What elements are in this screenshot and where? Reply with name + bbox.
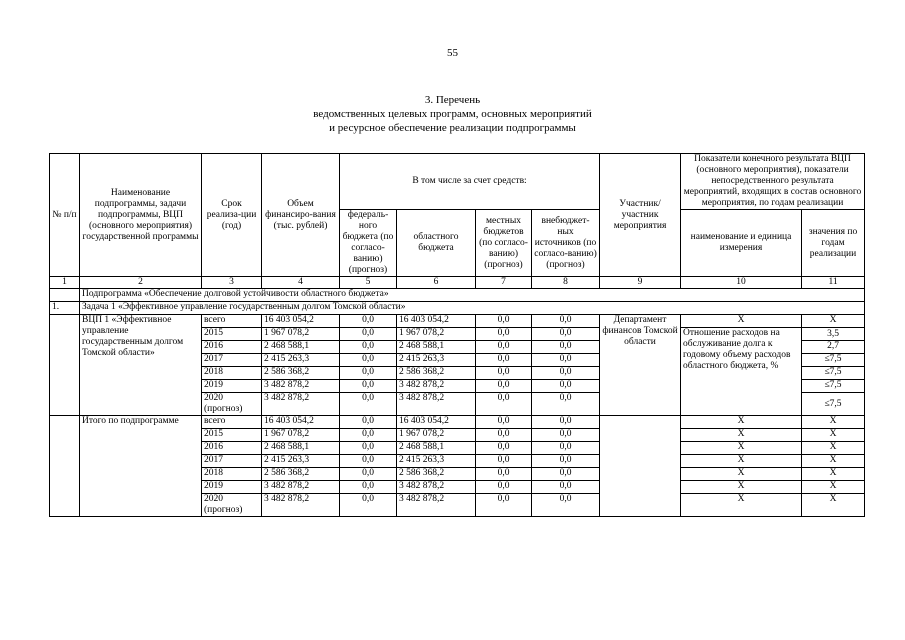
col-number: 11 bbox=[802, 277, 865, 289]
indicator-name-cell: Х bbox=[681, 481, 802, 494]
extrabudget-cell: 0,0 bbox=[532, 328, 600, 341]
local-cell: 0,0 bbox=[476, 393, 532, 416]
col-number: 6 bbox=[397, 277, 476, 289]
regional-cell: 16 403 054,2 bbox=[397, 416, 476, 429]
period-cell: всего bbox=[202, 315, 262, 328]
extrabudget-cell: 0,0 bbox=[532, 481, 600, 494]
row-number-empty bbox=[50, 315, 80, 416]
volume-cell: 1 967 078,2 bbox=[262, 328, 340, 341]
indicator-value-cell: Х bbox=[802, 468, 865, 481]
extrabudget-cell: 0,0 bbox=[532, 468, 600, 481]
volume-cell: 16 403 054,2 bbox=[262, 315, 340, 328]
volume-cell: 3 482 878,2 bbox=[262, 481, 340, 494]
row-name: ВЦП 1 «Эффективное управление государственным долгом Томской области» bbox=[80, 315, 202, 416]
header-extrabudget: внебюджет-ных источников (по согласо-ванию) (прогноз) bbox=[532, 210, 600, 277]
period-cell: 2019 bbox=[202, 380, 262, 393]
period-cell: 2017 bbox=[202, 354, 262, 367]
indicator-value-cell: Х bbox=[802, 429, 865, 442]
indicator-name-cell: Х bbox=[681, 455, 802, 468]
local-cell: 0,0 bbox=[476, 468, 532, 481]
local-cell: 0,0 bbox=[476, 380, 532, 393]
header-indicator-name: наименование и единица измерения bbox=[681, 210, 802, 277]
extrabudget-cell: 0,0 bbox=[532, 494, 600, 517]
col-number: 9 bbox=[600, 277, 681, 289]
federal-cell: 0,0 bbox=[340, 468, 397, 481]
regional-cell: 1 967 078,2 bbox=[397, 429, 476, 442]
participant-empty bbox=[600, 416, 681, 517]
regional-cell: 3 482 878,2 bbox=[397, 393, 476, 416]
indicator-value-cell: Х bbox=[802, 442, 865, 455]
task-title: Задача 1 «Эффективное управление государственным долгом Томской области» bbox=[80, 302, 865, 315]
program-table bbox=[49, 153, 865, 517]
volume-cell: 3 482 878,2 bbox=[262, 393, 340, 416]
local-cell: 0,0 bbox=[476, 455, 532, 468]
extrabudget-cell: 0,0 bbox=[532, 455, 600, 468]
title-line-3: и ресурсное обеспечение реализации подпрограммы bbox=[329, 122, 576, 134]
regional-cell: 2 468 588,1 bbox=[397, 341, 476, 354]
header-indicator-values: значения по годам реализации bbox=[802, 210, 865, 277]
indicator-name-cell: Х bbox=[681, 416, 802, 429]
indicator-value-cell: Х bbox=[802, 315, 865, 328]
extrabudget-cell: 0,0 bbox=[532, 380, 600, 393]
volume-cell: 2 415 263,3 bbox=[262, 455, 340, 468]
period-cell: 2020 (прогноз) bbox=[202, 393, 262, 416]
header-participant: Участник/ участник мероприятия bbox=[600, 154, 681, 277]
regional-cell: 2 586 368,2 bbox=[397, 367, 476, 380]
table-row bbox=[50, 416, 865, 429]
col-number: 7 bbox=[476, 277, 532, 289]
federal-cell: 0,0 bbox=[340, 341, 397, 354]
regional-cell: 3 482 878,2 bbox=[397, 481, 476, 494]
indicator-name-cell: Х bbox=[681, 429, 802, 442]
subprogram-row bbox=[50, 289, 865, 302]
header-period: Срок реализа-ции (год) bbox=[202, 154, 262, 277]
federal-cell: 0,0 bbox=[340, 315, 397, 328]
regional-cell: 2 415 263,3 bbox=[397, 455, 476, 468]
participant-cell: Департамент финансов Томской области bbox=[600, 315, 681, 416]
federal-cell: 0,0 bbox=[340, 494, 397, 517]
document-title bbox=[0, 93, 905, 135]
indicator-value-cell: ≤7,5 bbox=[802, 380, 865, 393]
period-cell: 2018 bbox=[202, 468, 262, 481]
header-name: Наименование подпрограммы, задачи подпрограммы, ВЦП (основного мероприятия) государственной программы bbox=[80, 154, 202, 277]
col-number: 5 bbox=[340, 277, 397, 289]
table-row bbox=[50, 315, 865, 328]
volume-cell: 3 482 878,2 bbox=[262, 380, 340, 393]
local-cell: 0,0 bbox=[476, 328, 532, 341]
regional-cell: 2 468 588,1 bbox=[397, 442, 476, 455]
period-cell: 2016 bbox=[202, 341, 262, 354]
extrabudget-cell: 0,0 bbox=[532, 393, 600, 416]
indicator-name-cell: Х bbox=[681, 494, 802, 517]
column-numbers-row bbox=[50, 277, 865, 289]
title-line-1: 3. Перечень bbox=[424, 94, 481, 106]
federal-cell: 0,0 bbox=[340, 393, 397, 416]
header-num: № п/п bbox=[50, 154, 80, 277]
extrabudget-cell: 0,0 bbox=[532, 315, 600, 328]
extrabudget-cell: 0,0 bbox=[532, 442, 600, 455]
local-cell: 0,0 bbox=[476, 341, 532, 354]
volume-cell: 2 468 588,1 bbox=[262, 341, 340, 354]
regional-cell: 2 415 263,3 bbox=[397, 354, 476, 367]
federal-cell: 0,0 bbox=[340, 367, 397, 380]
period-cell: 2018 bbox=[202, 367, 262, 380]
extrabudget-cell: 0,0 bbox=[532, 354, 600, 367]
subprogram-title: Подпрограмма «Обеспечение долговой устойчивости областного бюджета» bbox=[80, 289, 865, 302]
federal-cell: 0,0 bbox=[340, 380, 397, 393]
volume-cell: 2 415 263,3 bbox=[262, 354, 340, 367]
header-federal: федераль-ного бюджета (по согласо-ванию) (прогноз) bbox=[340, 210, 397, 277]
indicator-name-cell: Отношение расходов на обслуживание долга к годовому объему расходов областного бюджета, % bbox=[681, 328, 802, 416]
header-local: местных бюджетов (по согласо-ванию) (прогноз) bbox=[476, 210, 532, 277]
indicator-value-cell: ≤7,5 bbox=[802, 393, 865, 416]
local-cell: 0,0 bbox=[476, 494, 532, 517]
volume-cell: 1 967 078,2 bbox=[262, 429, 340, 442]
row-name: Итого по подпрограмме bbox=[80, 416, 202, 517]
federal-cell: 0,0 bbox=[340, 354, 397, 367]
indicator-value-cell: Х bbox=[802, 481, 865, 494]
task-row bbox=[50, 302, 865, 315]
period-cell: всего bbox=[202, 416, 262, 429]
indicator-value-cell: 2,7 bbox=[802, 341, 865, 354]
period-cell: 2015 bbox=[202, 328, 262, 341]
row-number-empty bbox=[50, 416, 80, 517]
federal-cell: 0,0 bbox=[340, 442, 397, 455]
local-cell: 0,0 bbox=[476, 442, 532, 455]
page-number: 55 bbox=[447, 47, 458, 59]
col-number: 10 bbox=[681, 277, 802, 289]
extrabudget-cell: 0,0 bbox=[532, 341, 600, 354]
vcp-section bbox=[50, 315, 865, 416]
volume-cell: 2 586 368,2 bbox=[262, 468, 340, 481]
local-cell: 0,0 bbox=[476, 354, 532, 367]
header-sources-group: В том числе за счет средств: bbox=[340, 154, 600, 210]
indicator-value-cell: Х bbox=[802, 455, 865, 468]
volume-cell: 2 586 368,2 bbox=[262, 367, 340, 380]
header-indicators-group: Показатели конечного результата ВЦП (основного мероприятия), показатели непосредственного результата мероприятий, входящих в состав основного мероприятия, по годам реализации bbox=[681, 154, 865, 210]
indicator-value-cell: 3,5 bbox=[802, 328, 865, 341]
volume-cell: 3 482 878,2 bbox=[262, 494, 340, 517]
indicator-value-cell: Х bbox=[802, 416, 865, 429]
col-number: 3 bbox=[202, 277, 262, 289]
local-cell: 0,0 bbox=[476, 481, 532, 494]
volume-cell: 16 403 054,2 bbox=[262, 416, 340, 429]
indicator-name-cell: Х bbox=[681, 315, 802, 328]
federal-cell: 0,0 bbox=[340, 481, 397, 494]
volume-cell: 2 468 588,1 bbox=[262, 442, 340, 455]
total-section bbox=[50, 416, 865, 517]
indicator-value-cell: ≤7,5 bbox=[802, 367, 865, 380]
local-cell: 0,0 bbox=[476, 429, 532, 442]
period-cell: 2016 bbox=[202, 442, 262, 455]
indicator-name-cell: Х bbox=[681, 468, 802, 481]
regional-cell: 3 482 878,2 bbox=[397, 494, 476, 517]
federal-cell: 0,0 bbox=[340, 429, 397, 442]
header-volume: Объем финансиро-вания (тыс. рублей) bbox=[262, 154, 340, 277]
col-number: 8 bbox=[532, 277, 600, 289]
period-cell: 2019 bbox=[202, 481, 262, 494]
federal-cell: 0,0 bbox=[340, 416, 397, 429]
federal-cell: 0,0 bbox=[340, 455, 397, 468]
federal-cell: 0,0 bbox=[340, 328, 397, 341]
col-number: 4 bbox=[262, 277, 340, 289]
local-cell: 0,0 bbox=[476, 367, 532, 380]
col-number: 2 bbox=[80, 277, 202, 289]
header-row-1 bbox=[50, 154, 865, 210]
period-cell: 2017 bbox=[202, 455, 262, 468]
regional-cell: 3 482 878,2 bbox=[397, 380, 476, 393]
title-line-2: ведомственных целевых программ, основных мероприятий bbox=[313, 108, 592, 120]
task-number: 1. bbox=[50, 302, 80, 315]
period-cell: 2015 bbox=[202, 429, 262, 442]
period-cell: 2020 (прогноз) bbox=[202, 494, 262, 517]
col-number: 1 bbox=[50, 277, 80, 289]
indicator-value-cell: ≤7,5 bbox=[802, 354, 865, 367]
local-cell: 0,0 bbox=[476, 315, 532, 328]
local-cell: 0,0 bbox=[476, 416, 532, 429]
regional-cell: 2 586 368,2 bbox=[397, 468, 476, 481]
indicator-name-cell: Х bbox=[681, 442, 802, 455]
extrabudget-cell: 0,0 bbox=[532, 367, 600, 380]
regional-cell: 1 967 078,2 bbox=[397, 328, 476, 341]
extrabudget-cell: 0,0 bbox=[532, 416, 600, 429]
header-regional: областного бюджета bbox=[397, 210, 476, 277]
regional-cell: 16 403 054,2 bbox=[397, 315, 476, 328]
indicator-value-cell: Х bbox=[802, 494, 865, 517]
extrabudget-cell: 0,0 bbox=[532, 429, 600, 442]
